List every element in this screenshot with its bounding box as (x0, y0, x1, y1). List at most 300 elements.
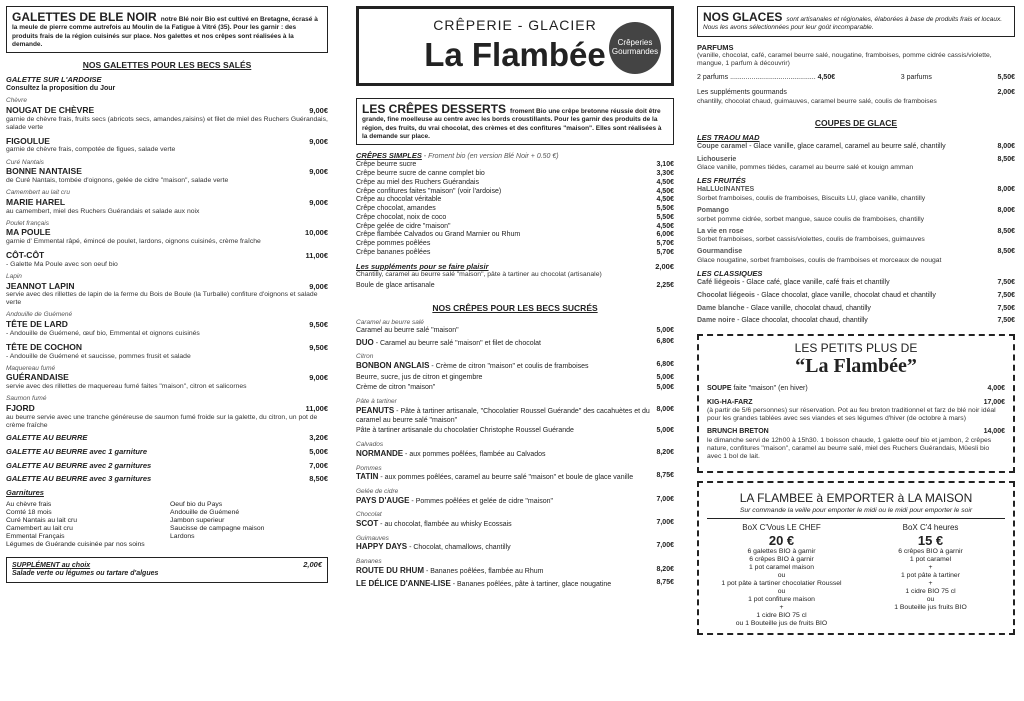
parfums-title: PARFUMS (697, 42, 734, 52)
galettes-header (6, 6, 328, 53)
item-desc: servie avec des rillettes de lapin de la ferme du Bois de Boule (la Turballe) confiture d'oignons et salade verte (6, 291, 318, 307)
coupe-desc: - Glace café, glace vanille, café frais et chantilly (740, 279, 890, 287)
sucre-item (356, 353, 674, 371)
item-category: Chèvre (6, 97, 27, 105)
coupe-item (697, 207, 1015, 224)
simple-row (356, 223, 674, 232)
gourmands-label: Les suppléments gourmands (697, 89, 787, 97)
sucre-row (356, 327, 674, 336)
item-row (6, 197, 328, 208)
box-line: ou (777, 572, 786, 580)
item-price: 9,00€ (309, 373, 328, 383)
box1-price: 20 € (768, 532, 795, 548)
coupe-row (697, 305, 1015, 314)
item-price: 11,00€ (305, 403, 328, 413)
sucre-row (356, 519, 674, 530)
petit-plus-name: SOUPE (707, 384, 734, 392)
sucre-desc: - Pommes poêlées et gelée de cidre "maison" (409, 497, 553, 505)
sucre-desc: - Chocolat, chamallows, chantilly (407, 544, 511, 552)
simple-row (356, 231, 674, 240)
menu-item (6, 220, 328, 247)
coupe-price: 8,50€ (997, 227, 1015, 235)
simple-price: 6,00€ (656, 231, 674, 239)
box-line: 1 pot caramel (909, 556, 952, 564)
petit-plus-label (707, 385, 808, 394)
sucre-price: 5,00€ (656, 373, 674, 381)
galettes-title: GALETTES DE BLE NOIR (12, 10, 157, 24)
coupe-row (697, 143, 1015, 152)
sucre-desc: - Bananes poêlées, pâte à tartiner, glace nougatine (450, 580, 612, 588)
item-row (6, 227, 328, 238)
coupe-item (697, 317, 1015, 326)
item-name: BONNE NANTAISE (6, 166, 82, 177)
traou-title: LES TRAOU MAD (697, 132, 760, 142)
desserts-title: LES CRÊPES DESSERTS (362, 102, 507, 116)
petits-plus-list (707, 385, 1005, 461)
sucre-desc: - aux pommes poêlées, flambée au Calvados (403, 450, 546, 458)
item-desc: garnie de chèvre frais, fruits secs (abricots secs, amandes,raisins) et filet de miel des Ruchers Guérandais, salade verte (6, 115, 328, 131)
sucres-list (356, 319, 674, 589)
sucre-row (356, 449, 674, 460)
item-category: Saumon fumé (6, 395, 47, 403)
item-row (6, 136, 328, 147)
coupe-row (697, 317, 1015, 326)
garniture-item: Andouille de Guémené (170, 509, 240, 517)
garniture-item: Curé Nantais au lait cru (6, 517, 78, 525)
sucre-price: 8,75€ (656, 578, 674, 586)
petit-plus-price: 14,00€ (983, 428, 1005, 436)
coupe-price: 8,00€ (997, 206, 1015, 214)
sucre-desc: Crème de citron "maison" (356, 384, 436, 392)
simple-name: Crêpe beurre sucre (356, 161, 417, 169)
simple-name: Crêpe au chocolat véritable (356, 196, 442, 204)
garnitures-left (6, 501, 164, 549)
boule-name: Boule de glace artisanale (356, 282, 435, 290)
sucre-price: 5,00€ (656, 427, 674, 435)
sucre-label (356, 338, 541, 349)
item-desc: - Andouille de Guémené et saucisse, pommes frusit et salade (6, 352, 191, 360)
item-desc: servie avec des rillettes de maquereau fumé faites "maison", citron et salicornes (6, 383, 247, 391)
sucre-desc: Caramel au beurre salé "maison" (356, 326, 459, 334)
sucre-item (356, 427, 674, 436)
fruites-title: LES FRUITÉS (697, 176, 746, 186)
simple-row (356, 161, 674, 170)
gourmands-price: 2,00€ (997, 89, 1015, 97)
item-name: TÊTE DE COCHON (6, 341, 83, 352)
beurre-row (6, 475, 328, 484)
sucre-price: 8,20€ (656, 448, 674, 456)
garniture-item: Jambon superieur (170, 517, 225, 525)
box-line: + (779, 604, 784, 612)
sucre-row (356, 338, 674, 349)
beurre-list (6, 434, 328, 484)
coupe-desc: - Glace chocolat, glace vanille, chocolat chaud et chantilly (754, 291, 936, 299)
item-price: 9,50€ (309, 342, 328, 352)
simple-name: Crêpe confitures faites "maison" (voir l'ardoise) (356, 187, 502, 195)
box-line: 6 crêpes BIO à garnir (749, 556, 814, 564)
petit-plus-label (707, 428, 769, 437)
simple-price: 5,50€ (656, 213, 674, 221)
coupe-name: Café liégeois (697, 279, 741, 287)
item-price: 11,00€ (305, 251, 328, 261)
petit-plus-desc: le dimanche servi de 12h00 à 15h30. 1 boisson chaude, 1 galette oeuf bio et jambon, 2 crêpes nature, confitures "maison", caramel au beurre salé, miel des Ruchers Guérandais, Müesli bio avec 1 bol de lait. (707, 437, 992, 461)
simple-row (356, 205, 674, 214)
sucre-row (356, 472, 674, 483)
petits-plus-big: “La Flambée” (795, 355, 917, 378)
item-category: Poulet français (6, 219, 49, 227)
item-name: CÔT-CÔT (6, 250, 45, 261)
coupe-item (697, 305, 1015, 314)
menu-item (6, 97, 328, 132)
item-desc: au beurre servie avec une tranche généreuse de saumon fumé froide sur la galette, du citron, un pot de crème fraîche (6, 413, 318, 429)
simple-name: Crêpe chocolat, noix de coco (356, 213, 447, 221)
sucre-price: 7,00€ (656, 495, 674, 503)
coupe-name: Dame blanche (697, 304, 745, 312)
beurre-name: GALETTE AU BEURRE avec 1 garniture (6, 446, 148, 456)
petits-plus-title: LES PETITS PLUS DE (794, 341, 918, 356)
coupe-name: Pomango (697, 206, 729, 214)
item-row (6, 250, 328, 261)
classiques-list (697, 279, 1015, 326)
petits-plus-box (697, 334, 1015, 473)
sucre-category: Caramel au beurre salé (356, 319, 424, 327)
item-price: 10,00€ (305, 228, 328, 238)
item-category: Andouille de Guémené (6, 311, 73, 319)
coupe-row (697, 279, 1015, 288)
sucre-item (356, 338, 674, 349)
sucre-price: 5,00€ (656, 326, 674, 334)
sucre-category: Calvados (356, 441, 384, 449)
sucre-price: 5,00€ (656, 384, 674, 392)
sucre-name: DUO (356, 337, 374, 347)
item-row (6, 281, 328, 292)
sucre-name: PEANUTS (356, 405, 395, 415)
simple-row (356, 214, 674, 223)
galettes-intro: notre Blé noir Bio est cultivé en Bretagne, écrasé à la meule de pierre comme autrefois au Moulin de la Fatigue à Vitré (35). Pour les garnir : des produits frais de la région cuisinés sur place. Nos galettes et nos crêpes sont réalisées à la demande. (12, 16, 318, 48)
sucre-row (356, 579, 674, 590)
logo-box (356, 6, 674, 86)
sucre-label (356, 566, 543, 577)
box2-name: BoX C'4 heures (902, 523, 959, 533)
coupe-desc: sorbet pomme cidrée, sorbet mangue, sauce coulis de framboises, chantilly (697, 215, 925, 223)
sucre-price: 8,00€ (656, 405, 674, 413)
coupe-price: 8,50€ (997, 155, 1015, 163)
garnitures-grid (6, 501, 328, 549)
box-line: ou 1 Bouteille jus de fruits BIO (735, 620, 828, 628)
coupe-desc: Glace nougatine, sorbet framboises, coulis de framboises et morceaux de nougat (697, 257, 942, 265)
coupe-price: 7,50€ (997, 291, 1015, 299)
item-price: 9,00€ (309, 105, 328, 115)
item-name: NOUGAT DE CHÈVRE (6, 104, 95, 115)
coupe-desc: Glace vanille, pommes tiédes, caramel au beurre salé et kouign amman (697, 164, 914, 172)
sucre-label (356, 472, 633, 483)
item-name: TÊTE DE LARD (6, 319, 68, 330)
box-line: ou (777, 588, 786, 596)
coupe-row (697, 228, 1015, 237)
emporter-box (697, 481, 1015, 635)
item-category: Camembert au lait cru (6, 189, 70, 197)
simple-price: 5,70€ (656, 240, 674, 247)
sucre-name: SCOT (356, 518, 379, 528)
sucre-label (356, 579, 611, 590)
coupe-label (697, 248, 742, 257)
coupe-name: Coupe caramel (697, 142, 748, 150)
item-name: GUÉRANDAISE (6, 372, 69, 383)
sucre-label (356, 384, 435, 393)
item-price: 9,00€ (309, 281, 328, 291)
sucre-label (356, 542, 511, 553)
coupe-desc: - Glace vanille, glace caramel, caramel au beurre salé, chantilly (747, 142, 946, 150)
simples-note: - Froment bio (en version Blé Noir + 0.50 €) (421, 153, 559, 160)
parfums-prices: 2 parfums ............................................ 4,50€ 3 parfums 5,50€ (697, 74, 1015, 82)
item-desc: garnie d' Emmental râpé, émincé de poulet, lardons, oignons cuisinés, crème fraîche (6, 238, 261, 246)
box-line: 1 Bouteille jus fruits BIO (894, 604, 967, 612)
garniture-item: Oeuf bio du Pays (170, 501, 223, 509)
coupe-name: Gourmandise (697, 248, 743, 256)
garniture-item: Saucisse de campagne maison (170, 525, 265, 533)
coupe-name: Chocolat liégeois (697, 291, 755, 299)
beurre-row (6, 448, 328, 457)
beurre-row (6, 434, 328, 443)
item-category: Curé Nantais (6, 158, 44, 166)
menu-item (6, 365, 328, 392)
beurre-row (6, 462, 328, 471)
emporter-boxes (707, 523, 1005, 628)
sucre-category: Gelée de cidre (356, 487, 399, 495)
coupe-price: 7,50€ (997, 317, 1015, 325)
box-line: 6 crêpes BIO à garnir (898, 548, 963, 556)
coupe-item (697, 143, 1015, 152)
box2-price: 15 € (917, 532, 944, 548)
box-line: 1 pot caramel maison (749, 564, 814, 572)
sucre-price: 7,00€ (656, 542, 674, 550)
logo-subtitle: CRÊPERIE - GLACIER (433, 17, 597, 33)
item-row (6, 319, 328, 330)
coupe-price: 8,50€ (997, 248, 1015, 256)
garniture-item: Comté 18 mois (6, 509, 52, 517)
simple-price: 4,50€ (656, 222, 674, 230)
sucre-row (356, 566, 674, 577)
galettes-column (6, 6, 328, 696)
fruites-list (697, 186, 1015, 265)
simple-name: Crêpe chocolat, amandes (356, 205, 436, 212)
supp-text: Chantilly, caramel au beurre salé "maison", pâte à tartiner au chocolat (artisanale) (356, 271, 602, 279)
galettes-section-title: NOS GALETTES POUR LES BECS SALÉS (82, 60, 252, 70)
sucre-name: LE DÉLICE D'ANNE-LISE (356, 578, 451, 588)
item-row (6, 105, 328, 116)
sucre-category: Pommes (356, 464, 382, 472)
coupe-price: 7,50€ (997, 304, 1015, 312)
coupe-price: 8,00€ (997, 142, 1015, 150)
coupe-row (697, 156, 1015, 165)
garniture-item: Lardons (170, 533, 195, 541)
coupes-title: COUPES DE GLACE (814, 117, 898, 128)
coupe-name: HaLLUcINANTES (697, 186, 755, 194)
galette-list (6, 97, 328, 430)
sucre-item (356, 488, 674, 506)
box-line: 1 pot pâte à tartiner chocolatier Roussel (721, 580, 842, 588)
sucre-item (356, 558, 674, 576)
sucre-row (356, 542, 674, 553)
traou-list (697, 143, 1015, 173)
coupe-label (697, 143, 946, 152)
coupe-price: 7,50€ (997, 279, 1015, 287)
creperies-gourmandes-seal: Crêperies Gourmandes (609, 22, 661, 74)
sucre-name: ROUTE DU RHUM (356, 565, 424, 575)
item-desc: garnie de chèvre frais, compotée de figues, salade verte (6, 146, 176, 154)
coupe-desc: - Glace vanille, chocolat chaud, chantilly (744, 304, 871, 312)
desserts-intro: froment Bio une crêpe bretonne réussie doit être grande, fine moelleuse au centre avec les bords croustillants. Pour les garnir des produits de la région, des fruits, du vrai chocolat, des crèmes et des confitures "maison". Elles sont réalisées à la demande sur place. (362, 108, 662, 140)
coupe-label (697, 279, 890, 288)
beurre-name: GALETTE AU BEURRE avec 2 garnitures (6, 460, 152, 470)
sucre-category: Pâte à tartiner (356, 398, 397, 406)
menu-item (6, 250, 328, 269)
menu-item (6, 136, 328, 155)
glaces-intro: sont artisanales et régionales, élaborées à base de produits frais et locaux. Nous les avons sélectionnées pour leur goût incomparable. (703, 16, 1003, 32)
sucre-category: Citron (356, 353, 374, 361)
sucre-item (356, 374, 674, 383)
garniture-item: Légumes de Guérande cuisinée par nos soins (6, 541, 145, 549)
box-line: 1 cidre BIO 75 cl (756, 612, 807, 620)
petit-plus-label (707, 399, 753, 408)
box-line: 6 galettes BIO à garnir (747, 548, 816, 556)
box-line: 1 pot confiture maison (748, 596, 815, 604)
p2-label: 2 parfums (697, 74, 729, 82)
item-name: MA POULE (6, 227, 51, 238)
petit-plus-desc: (à partir de 5/6 personnes) sur réservation. Pot au feu breton traditionnel et farz de blé noir idéal pour les grandes tablées avec ses viandes et ses légumes d'hiver (de octobre à mars) (707, 407, 996, 423)
sucre-price: 6,80€ (656, 337, 674, 345)
sucre-price: 7,00€ (656, 518, 674, 526)
box-line: + (928, 580, 933, 588)
ardoise-title: GALETTE SUR L'ARDOISE (6, 75, 102, 85)
simple-name: Crêpe beurre sucre de canne complet bio (356, 170, 485, 177)
simple-name: Crêpe pommes poêlées (356, 240, 431, 247)
sucre-label (356, 361, 589, 372)
coupe-item (697, 228, 1015, 245)
item-desc: - Galette Ma Poule avec son oeuf bio (6, 260, 118, 268)
petit-plus-row (707, 385, 1005, 394)
sucre-desc: - Crème de citron "maison" et coulis de framboises (429, 362, 589, 370)
simple-row (356, 196, 674, 205)
sucre-desc: Beurre, sucre, jus de citron et gingembre (356, 373, 483, 381)
sucre-row (356, 374, 674, 383)
petit-plus-desc: faite "maison" (en hiver) (733, 384, 808, 392)
item-price: 9,50€ (309, 320, 328, 330)
petit-plus-price: 17,00€ (983, 398, 1005, 406)
item-desc: au camembert, miel des Ruchers Guérandais et salade aux noix (6, 207, 200, 215)
item-desc: de Curé Nantais, tombée d'oignons, gelée de cidre "maison", salade verte (6, 177, 229, 184)
simple-name: Crêpe bananes poêlées (356, 248, 431, 256)
sucre-price: 8,75€ (656, 472, 674, 480)
item-row (6, 166, 328, 177)
menu-item (6, 342, 328, 361)
sucre-item (356, 579, 674, 590)
sucre-item (356, 384, 674, 393)
sucre-item (356, 535, 674, 553)
garnitures-right (170, 501, 328, 549)
item-price: 9,00€ (309, 167, 328, 177)
desserts-header (356, 98, 674, 145)
simple-row (356, 240, 674, 249)
item-name: MARIE HAREL (6, 196, 66, 207)
item-category: Lapin (6, 272, 22, 280)
coupe-item (697, 186, 1015, 203)
sucre-label (356, 327, 459, 336)
sucre-label (356, 496, 553, 507)
item-row (6, 372, 328, 383)
simple-name: Crêpe au miel des Ruchers Guérandais (356, 178, 479, 186)
coupe-desc: Sorbet framboises, sorbet cassis/violettes, coulis de framboises, guimauves (697, 236, 925, 244)
item-desc: - Andouille de Guémené, œuf bio, Emmental et oignons cuisinés (6, 329, 200, 337)
petit-plus-name: BRUNCH BRETON (707, 428, 769, 436)
emporter-subtitle: Sur commande la veille pour emporter le midi ou le midi pour emporter le soir (707, 507, 1005, 519)
item-name: FJORD (6, 402, 35, 413)
sucre-name: NORMANDE (356, 448, 404, 458)
beurre-price: 7,00€ (309, 460, 328, 470)
coupe-item (697, 156, 1015, 173)
sucre-label (356, 519, 512, 530)
sucre-desc: - Pâte à tartiner artisanale, "Chocolatier Roussel Guérande" des cacahuètes et du caramel au beurre salé "maison" (356, 407, 650, 424)
sucre-item (356, 465, 674, 483)
coupe-desc: - Glace chocolat, chocolat chaud, chantilly (735, 317, 868, 325)
sucre-category: Guimauves (356, 534, 389, 542)
item-price: 9,00€ (309, 197, 328, 207)
glaces-title: NOS GLACES (703, 10, 783, 24)
beurre-price: 3,20€ (309, 432, 328, 442)
box-chef (707, 523, 856, 628)
sucre-label (356, 374, 482, 383)
coupe-label (697, 305, 871, 314)
menu-item (6, 159, 328, 186)
sucre-row (356, 361, 674, 372)
supplement-box (6, 557, 328, 583)
item-price: 9,00€ (309, 136, 328, 146)
simple-price: 5,70€ (656, 248, 674, 256)
box1-lines (707, 548, 856, 628)
glaces-header (697, 6, 1015, 37)
coupe-label (697, 156, 736, 165)
coupe-label (697, 317, 868, 326)
item-row (6, 342, 328, 353)
simple-price: 3,30€ (656, 170, 674, 177)
sucre-row (356, 427, 674, 436)
coupe-item (697, 292, 1015, 301)
menu-item (6, 189, 328, 216)
simple-row (356, 179, 674, 188)
supplement-text: Salade verte ou légumes ou tartare d'algues (12, 570, 159, 578)
garniture-item: Emmental Français (6, 533, 65, 541)
beurre-price: 5,00€ (309, 446, 328, 456)
sucre-desc: - Bananes poêlées, flambée au Rhum (424, 567, 544, 575)
sucre-desc: - Caramel au beurre salé "maison" et filet de chocolat (373, 339, 541, 347)
crepes-column (356, 6, 674, 696)
coupe-label (697, 228, 744, 237)
beurre-price: 8,50€ (309, 474, 328, 484)
simples-list (356, 161, 674, 257)
coupe-row (697, 292, 1015, 301)
sucre-category: Chocolat (356, 511, 382, 519)
item-category: Maquereau fumé (6, 364, 56, 372)
supplement-label: SUPPLÉMENT au choix (12, 562, 91, 570)
item-name: FIGOULUE (6, 135, 50, 146)
simple-name: Crêpe gelée de cidre "maison" (356, 222, 451, 230)
boule-price: 2,25€ (656, 282, 674, 290)
ardoise-sub: Consultez la proposition du Jour (6, 84, 116, 92)
garniture-item: Camembert au lait cru (6, 525, 73, 533)
parfums-text: (vanille, chocolat, café, caramel beurre salé, nougatine, framboises, pomme cidrée cassis/violette, mangue, 1 parfum à découvrir) (697, 52, 992, 68)
garnitures-title: Garnitures (6, 488, 44, 498)
sucre-name: BONBON ANGLAIS (356, 360, 430, 370)
